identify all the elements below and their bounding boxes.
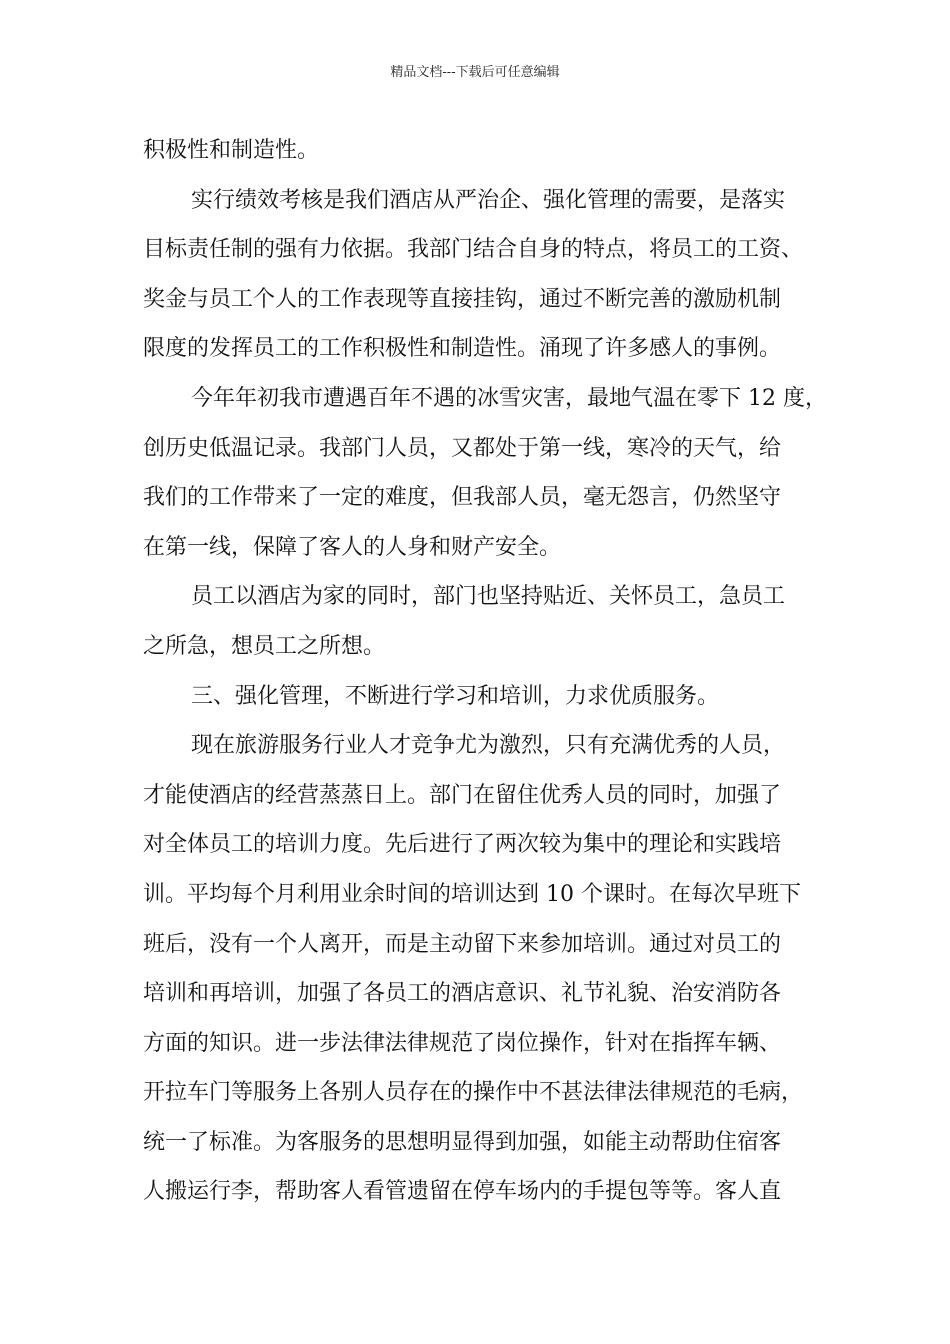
- text-line: 对全体员工的培训力度。先后进行了两次较为集中的理论和实践培: [143, 832, 782, 858]
- text-line: 开拉车门等服务上各别人员存在的操作中不甚法律法律规范的毛病，: [143, 1080, 804, 1106]
- text-line: 现在旅游服务行业人才竞争尤为激烈，只有充满优秀的人员，: [191, 733, 786, 759]
- text-line: 方面的知识。进一步法律法律规范了岗位操作，针对在指挥车辆、: [143, 1030, 782, 1056]
- text-line: 统一了标准。为客服务的思想明显得到加强，如能主动帮助住宿客: [143, 1129, 782, 1155]
- text-line: 奖金与员工个人的工作表现等直接挂钩，通过不断完善的激励机制: [143, 286, 782, 312]
- text-line: 三、强化管理，不断进行学习和培训，力求优质服务。: [191, 683, 720, 709]
- text-line: 目标责任制的强有力依据。我部门结合自身的特点，将员工的工资、: [143, 237, 804, 263]
- text-line: 创历史低温记录。我部门人员，又都处于第一线，寒冷的天气，给: [143, 435, 782, 461]
- text-line: 员工以酒店为家的同时，部门也坚持贴近、关怀员工，急员工: [191, 584, 786, 610]
- text-line: 人搬运行李，帮助客人看管遗留在停车场内的手提包等等。客人直: [143, 1179, 782, 1205]
- text-line: 之所急，想员工之所想。: [143, 633, 386, 659]
- text-line: 班后，没有一个人离开，而是主动留下来参加培训。通过对员工的: [143, 931, 782, 957]
- document-body: [143, 126, 827, 1217]
- page-header: 精品文档---下载后可任意编辑: [390, 65, 560, 80]
- text-line: 训。平均每个月利用业余时间的培训达到 10 个课时。在每次早班下: [143, 881, 801, 907]
- text-line: 培训和再培训，加强了各员工的酒店意识、礼节礼貌、治安消防各: [143, 981, 782, 1007]
- text-line: 我们的工作带来了一定的难度，但我部人员，毫无怨言，仍然坚守: [143, 485, 782, 511]
- text-line: 实行绩效考核是我们酒店从严治企、强化管理的需要，是落实: [191, 187, 786, 213]
- text-line: 积极性和制造性。: [143, 138, 320, 163]
- text-line: 限度的发挥员工的工作积极性和制造性。涌现了许多感人的事例。: [143, 336, 782, 362]
- text-line: 才能使酒店的经营蒸蒸日上。部门在留住优秀人员的同时，加强了: [143, 782, 782, 808]
- text-line: 今年年初我市遭遇百年不遇的冰雪灾害，最地气温在零下 12 度，: [191, 385, 827, 411]
- text-line: 在第一线，保障了客人的人身和财产安全。: [143, 534, 562, 560]
